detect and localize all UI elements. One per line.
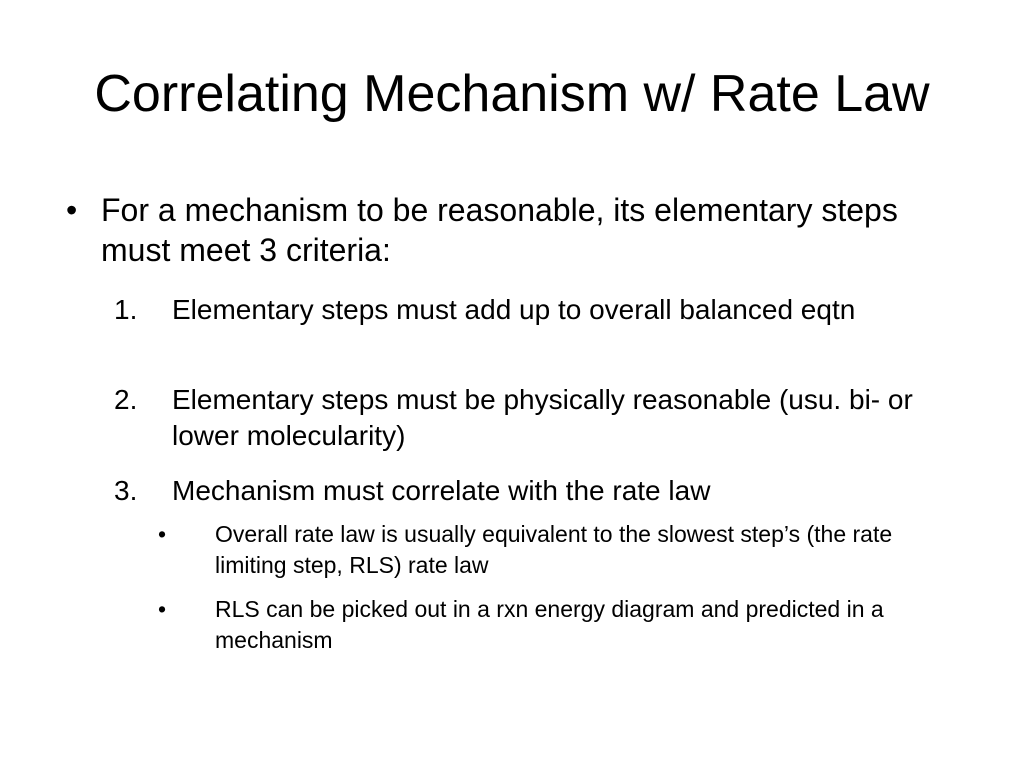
sub-bullet-1-text: Overall rate law is usually equivalent to the slowest step’s (the rate limiting step, RLS) rate law	[215, 521, 893, 578]
criterion-1-text: Elementary steps must add up to overall balanced eqtn	[172, 294, 856, 325]
main-bullet	[66, 190, 926, 270]
sub-bullet-2-text: RLS can be picked out in a rxn energy diagram and predicted in a mechanism	[215, 596, 884, 653]
sub-bullet-1	[158, 519, 948, 581]
criterion-2-number: 2.	[114, 384, 138, 415]
criterion-3-text: Mechanism must correlate with the rate law	[172, 475, 711, 506]
sub-bullet-1-marker: •	[158, 521, 167, 547]
criterion-2	[114, 382, 934, 454]
bullet-marker: •	[66, 192, 78, 228]
criterion-1-number: 1.	[114, 294, 138, 325]
criterion-3	[114, 473, 934, 509]
sub-bullet-2-marker: •	[158, 596, 167, 622]
sub-bullet-2	[158, 594, 948, 656]
criterion-1	[114, 292, 934, 328]
criterion-2-text: Elementary steps must be physically reasonable (usu. bi- or lower molecularity)	[172, 384, 913, 451]
main-bullet-text: For a mechanism to be reasonable, its elementary steps must meet 3 criteria:	[101, 192, 898, 268]
slide-title: Correlating Mechanism w/ Rate Law	[94, 65, 930, 123]
criterion-3-number: 3.	[114, 475, 138, 506]
